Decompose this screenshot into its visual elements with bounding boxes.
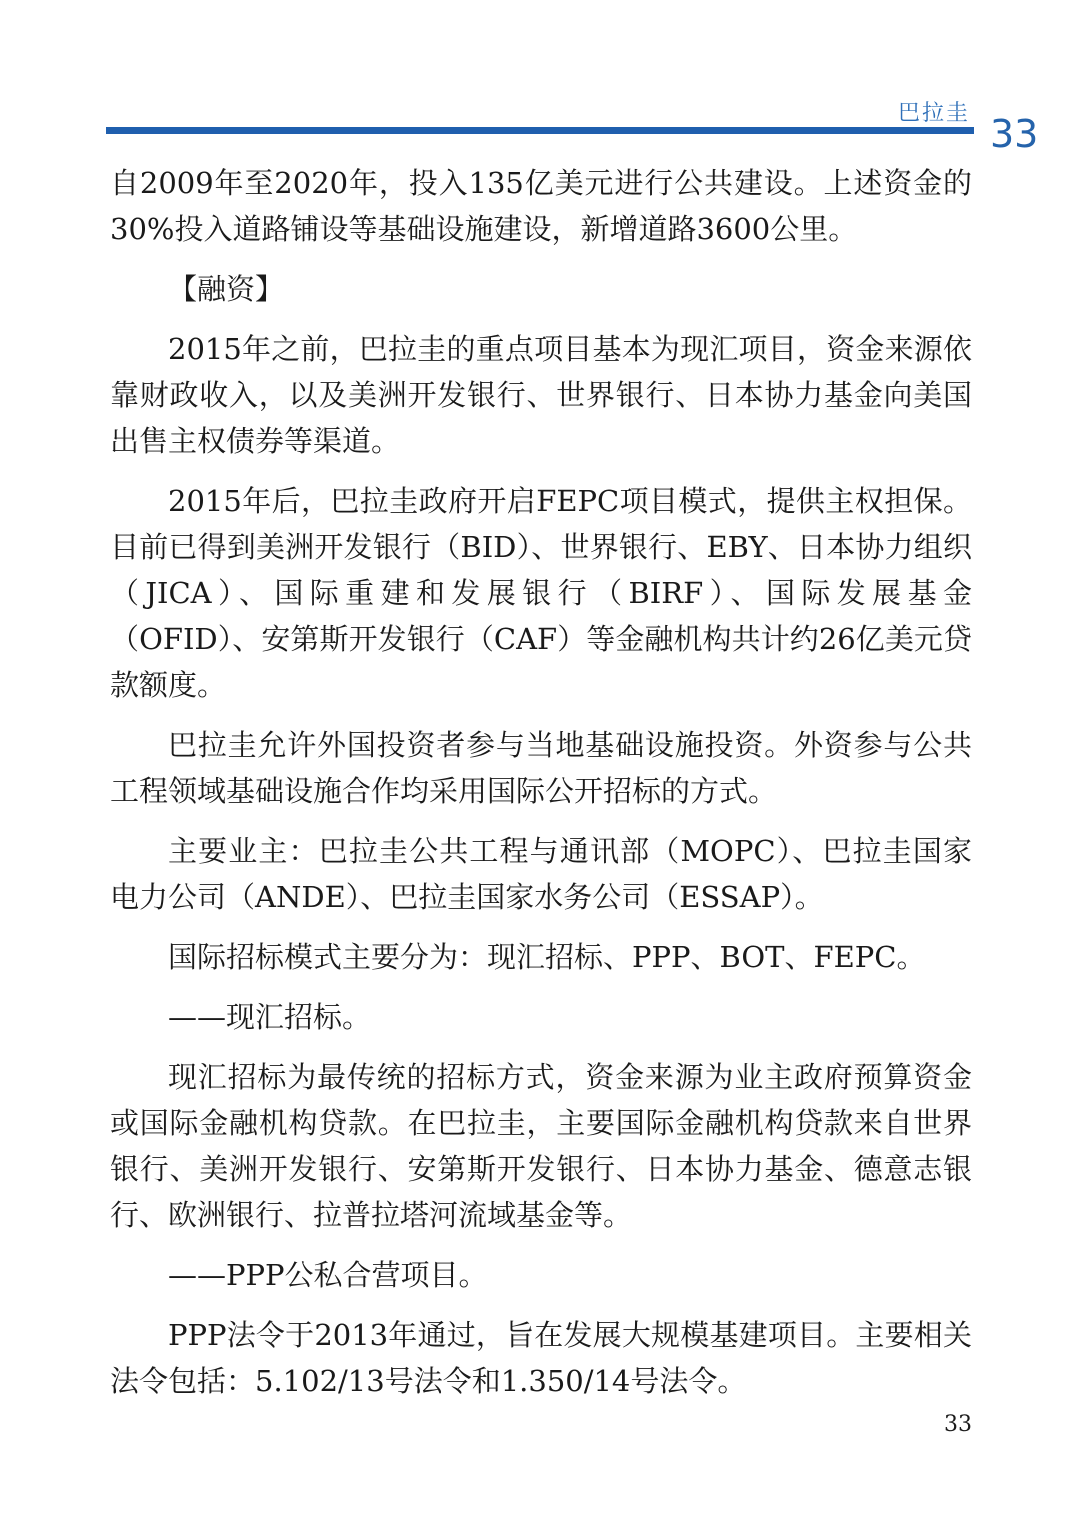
paragraph-main-owners: 主要业主：巴拉圭公共工程与通讯部（MOPC）、巴拉圭国家电力公司（ANDE）、巴拉圭国家水务公司（ESSAP）。	[110, 834, 972, 914]
section-heading-financing: 【融资】	[168, 272, 285, 306]
subheading-ppp: ——PPP公私合营项目。	[168, 1258, 488, 1292]
header-page-number: 33	[990, 112, 1039, 156]
running-header-title: 巴拉圭	[897, 101, 970, 126]
paragraph-before-2015: 2015年之前，巴拉圭的重点项目基本为现汇项目，资金来源依靠财政收入，以及美洲开发银行、世界银行、日本协力基金向美国出售主权债券等渠道。	[110, 332, 972, 458]
paragraph-after-2015: 2015年后，巴拉圭政府开启FEPC项目模式，提供主权担保。目前已得到美洲开发银行（BID）、世界银行、EBY、日本协力组织（JICA）、国际重建和发展银行（BIRF）、国际发展基金（OFID）、安第斯开发银行（CAF）等金融机构共计约26亿美元贷款额度。	[110, 484, 972, 702]
paragraph-ppp-law: PPP法令于2013年通过，旨在发展大规模基建项目。主要相关法令包括：5.102/13号法令和1.350/14号法令。	[110, 1318, 972, 1398]
paragraph-cash-tender: 现汇招标为最传统的招标方式，资金来源为业主政府预算资金或国际金融机构贷款。在巴拉圭，主要国际金融机构贷款来自世界银行、美洲开发银行、安第斯开发银行、日本协力基金、德意志银行、欧洲银行、拉普拉塔河流域基金等。	[110, 1060, 972, 1232]
footer-page-number: 33	[944, 1412, 972, 1437]
header-rule	[106, 127, 974, 134]
paragraph-foreign-investment: 巴拉圭允许外国投资者参与当地基础设施投资。外资参与公共工程领域基础设施合作均采用国际公开招标的方式。	[110, 728, 972, 808]
subheading-cash-tender: ——现汇招标。	[168, 1000, 372, 1034]
body-text	[110, 160, 972, 1418]
paragraph-public-construction: 自2009年至2020年，投入135亿美元进行公共建设。上述资金的30%投入道路铺设等基础设施建设，新增道路3600公里。	[110, 166, 972, 246]
paragraph-tender-modes: 国际招标模式主要分为：现汇招标、PPP、BOT、FEPC。	[168, 940, 926, 974]
